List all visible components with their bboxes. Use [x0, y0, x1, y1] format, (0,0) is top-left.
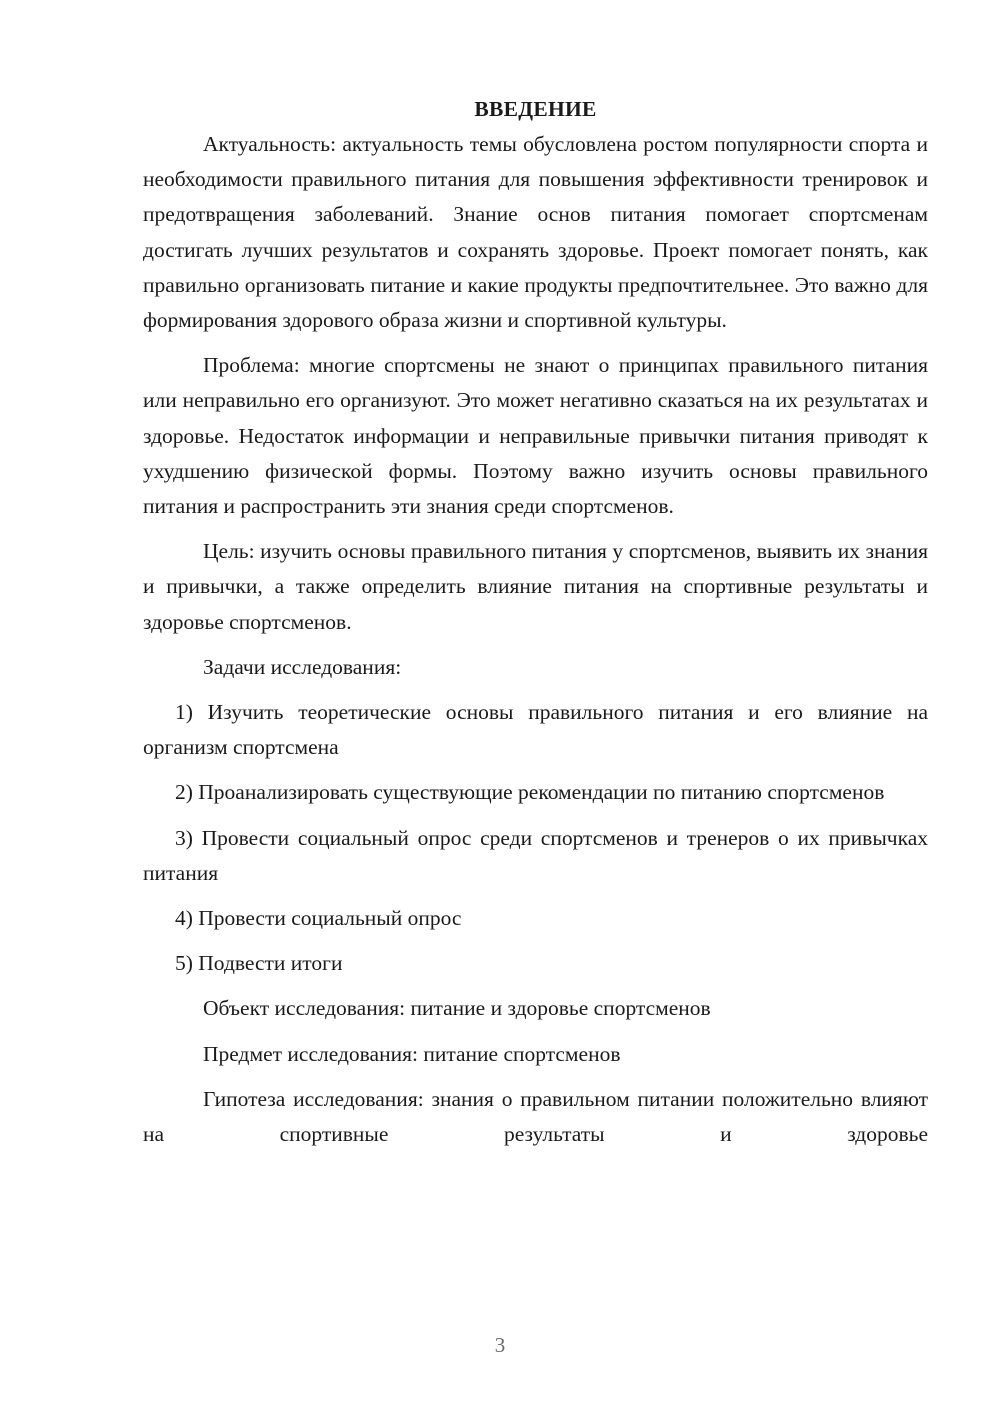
task-item-4: 4) Провести социальный опрос [175, 906, 462, 931]
page-number: 3 [494, 1333, 506, 1357]
paragraph-object: Объект исследования: питание и здоровье спортсменов [203, 996, 711, 1021]
task-item-2: 2) Проанализировать существующие рекомендации по питанию спортсменов [175, 780, 885, 805]
paragraph-goal: Цель: изучить основы правильного питания у спортсменов, выявить их знания и привычки, а также определить влияние питания на спортивные результаты и здоровье спортсменов. [143, 539, 928, 634]
section-heading: ВВЕДЕНИЕ [474, 97, 597, 121]
task-item-3: 3) Провести социальный опрос среди спортсменов и тренеров о их привычках питания [143, 825, 928, 885]
paragraph-hypothesis: Гипотеза исследования: знания о правильном питании положительно влияют на спортивные результаты и здоровье [143, 1086, 928, 1147]
task-item-1: 1) Изучить теоретические основы правильного питания и его влияние на организм спортсмена [143, 700, 928, 760]
paragraph-subject: Предмет исследования: питание спортсменов [203, 1041, 621, 1066]
paragraph-problem: Проблема: многие спортсмены не знают о принципах правильного питания или неправильно его организуют. Это может негативно сказаться на их результатах и здоровье. Недостаток информации и неправильные привычки питания приводят к ухудшению физической формы. Поэтому важно изучить основы правильного питания и распространить эти знания среди спортсменов. [143, 353, 928, 519]
paragraph-relevance: Актуальность: актуальность темы обусловлена ростом популярности спорта и необходимости правильного питания для повышения эффективности тренировок и предотвращения заболеваний. Знание основ питания помогает спортсменам достигать лучших результатов и сохранять здоровье. Проект помогает понять, как правильно организовать питание и какие продукты предпочтительнее. Это важно для формирования здорового образа жизни и спортивной культуры. [143, 132, 928, 333]
task-item-5: 5) Подвести итоги [175, 951, 343, 976]
document-page [143, 92, 928, 1162]
paragraph-tasks-title: Задачи исследования: [203, 654, 402, 679]
